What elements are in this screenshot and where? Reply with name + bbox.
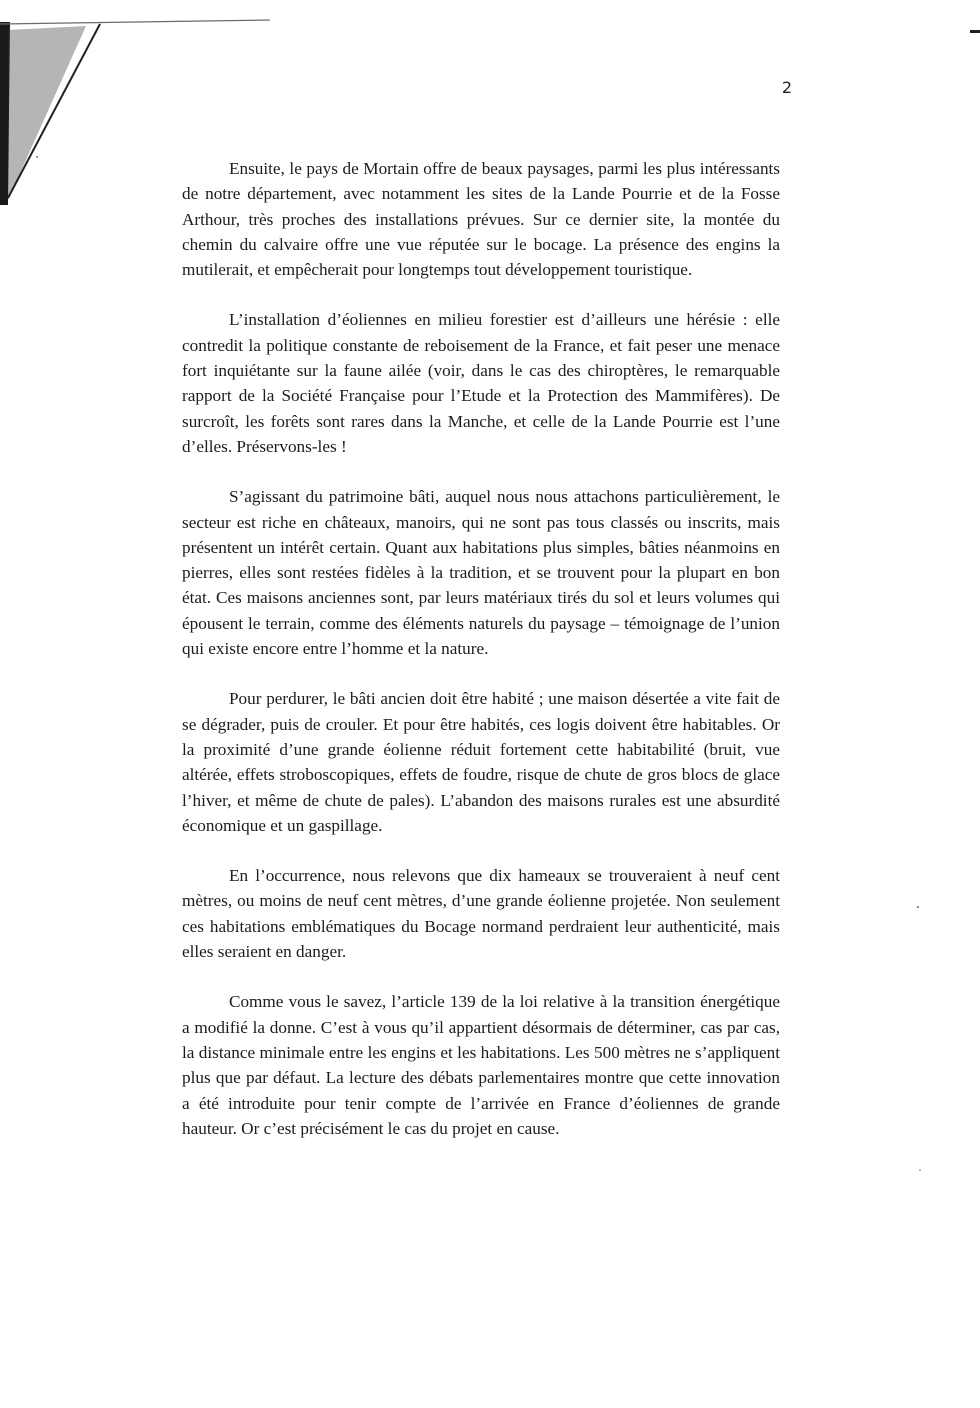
scan-corner-wedge [8, 26, 86, 200]
paragraph-landscapes: Ensuite, le pays de Mortain offre de beaux paysages, parmi les plus intéressants de notre département, avec notamment les sites de la Lande Pourrie et de la Fosse Arthour, très proches des installations prévues. Sur ce dernier site, la montée du chemin du calvaire offre une vue réputée sur le bocage. La présence des engins la mutilerait, et empêcherait pour longtemps tout développement touristique. [182, 159, 780, 280]
scan-speck [919, 1169, 921, 1171]
paragraph-hamlets: En l’occurrence, nous relevons que dix hameaux se trouveraient à neuf cent mètres, ou moins de neuf cent mètres, d’une grande éolienne projetée. Non seulement ces habitations emblématiques du Bocage normand perdraient leur authenticité, mais elles seraient en danger. [182, 866, 780, 962]
scan-top-edge-line [0, 20, 270, 24]
scan-right-edge-mark [970, 30, 980, 33]
letter-body [182, 156, 780, 1166]
scan-speck [36, 156, 38, 158]
paragraph-habitability: Pour perdurer, le bâti ancien doit être habité ; une maison désertée a vite fait de se dégrader, puis de crouler. Et pour être habités, ces logis doivent être habitables. Or la proximité d’une grande éolienne réduit fortement cette habitabilité (bruit, vue altérée, effets stroboscopiques, effets de foudre, risque de chute de gros blocs de glace l’hiver, et même de chute de pales). L’abandon des maisons rurales est une absurdité économique et un gaspillage. [182, 689, 780, 835]
page-number: 2 [781, 78, 792, 97]
paragraph-forest: L’installation d’éoliennes en milieu forestier est d’ailleurs une hérésie : elle contredit la politique constante de reboisement de la France, et fait peser une menace fort inquiétante sur la faune ailée (voir, dans le cas des chiroptères, le remarquable rapport de la Société Française pour l’Etude et la Protection des Mammifères). De surcroît, les forêts sont rares dans la Manche, et celle de la Lande Pourrie est l’une d’elles. Préservons-les ! [182, 310, 780, 456]
paragraph-heritage: S’agissant du patrimoine bâti, auquel nous nous attachons particulièrement, le secteur est riche en châteaux, manoirs, qui ne sont pas tous classés ou inscrits, mais présentent un intérêt certain. Quant aux habitations plus simples, bâties néanmoins en pierres, elles sont restées fidèles à la tradition, et se trouvent pour la plupart en bon état. Ces maisons anciennes sont, par leurs matériaux tirés du sol et leurs volumes qui épousent le terrain, comme des éléments naturels du paysage – témoignage de l’union qui existe encore entre l’homme et la nature. [182, 487, 780, 659]
scan-speck [917, 906, 919, 908]
paragraph-article-139: Comme vous le savez, l’article 139 de la loi relative à la transition énergétique a modifié la donne. C’est à vous qu’il appartient désormais de déterminer, cas par cas, la distance minimale entre les engins et les habitations. Les 500 mètres ne s’appliquent plus que par défaut. La lecture des débats parlementaires montre que cette innovation a été introduite pour tenir compte de l’arrivée en France d’éoliennes de grande hauteur. Or c’est précisément le cas du projet en cause. [182, 992, 780, 1138]
scan-diagonal-line [8, 24, 100, 198]
scan-corner-shadow [0, 22, 10, 205]
